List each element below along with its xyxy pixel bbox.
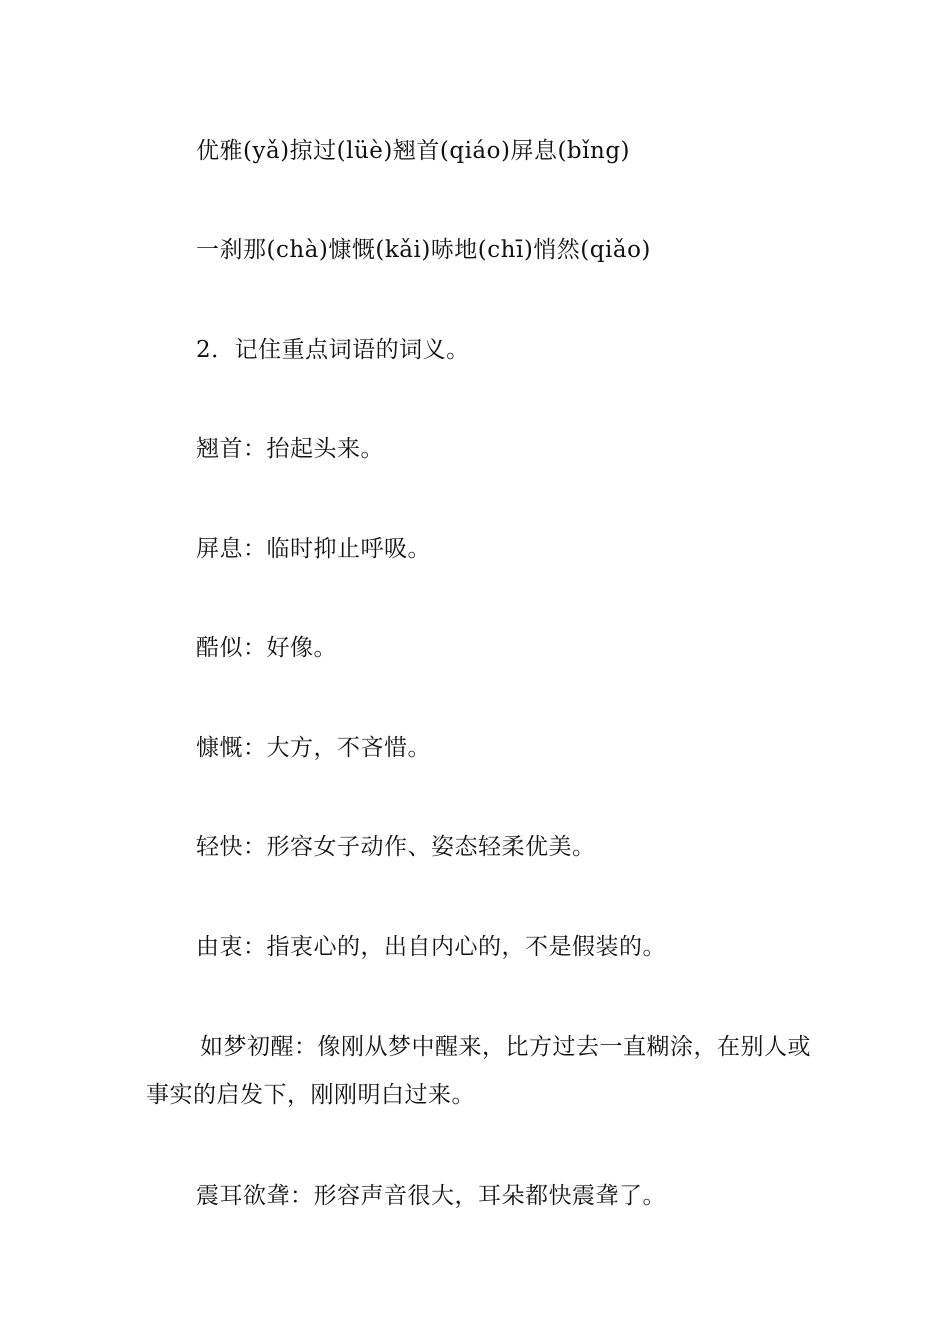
section-heading: 2．记住重点词语的词义。 xyxy=(196,337,470,363)
definition-youzhong: 由衷：指衷心的，出自内心的，不是假装的。 xyxy=(196,934,666,960)
definition-kangkai: 慷慨：大方，不吝惜。 xyxy=(196,735,431,761)
pinyin-line-1: 优雅(yǎ)掠过(lüè)翘首(qiáo)屏息(bǐng) xyxy=(196,138,631,164)
definition-rumengchuxing: 如梦初醒：像刚从梦中醒来，比方过去一直糊涂，在别人或事实的启发下，刚刚明白过来。 xyxy=(146,1034,811,1108)
definition-pingxi: 屏息：临时抑止呼吸。 xyxy=(196,536,431,562)
definition-qingkuai: 轻快：形容女子动作、姿态轻柔优美。 xyxy=(196,834,596,860)
pinyin-line-2: 一刹那(chà)慷慨(kǎi)哧地(chī)悄然(qiǎo) xyxy=(196,237,651,263)
definition-qiaoshou: 翘首：抬起头来。 xyxy=(196,436,384,462)
definition-zhenerYulong: 震耳欲聋：形容声音很大，耳朵都快震聋了。 xyxy=(196,1183,666,1209)
definition-kusi: 酷似：好像。 xyxy=(196,635,337,661)
